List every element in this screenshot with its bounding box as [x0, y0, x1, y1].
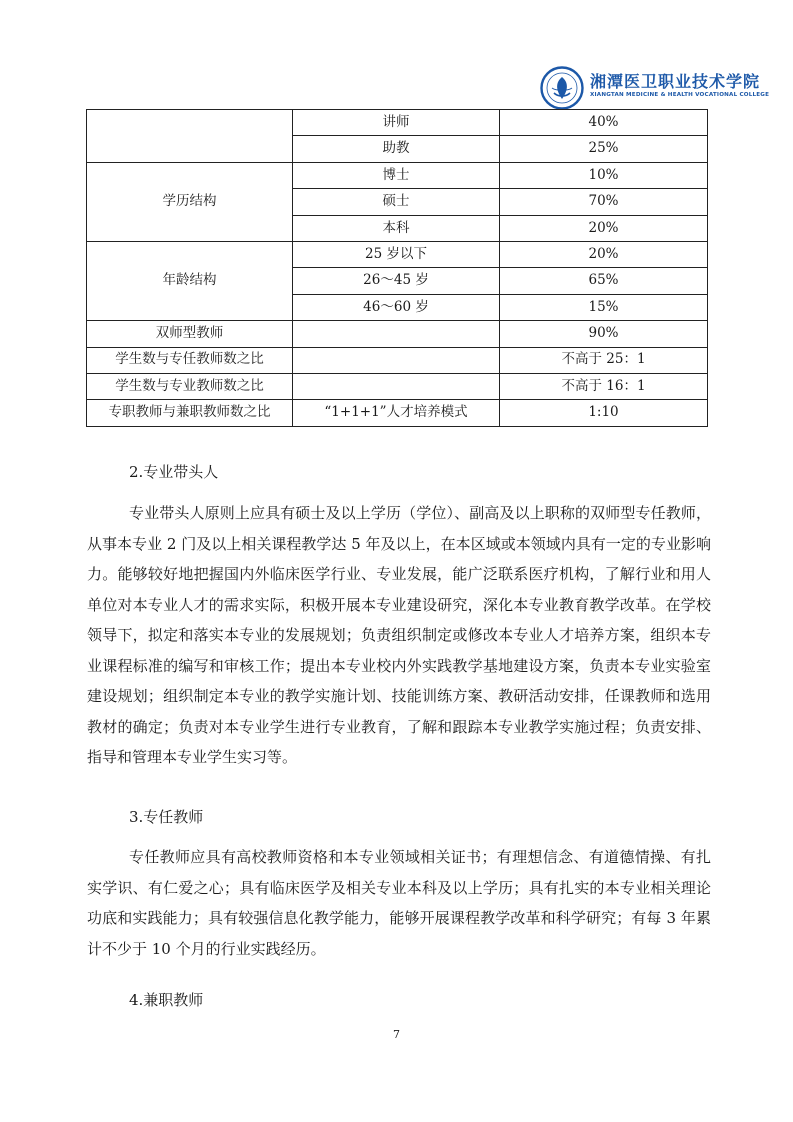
table-cell-item: 讲师	[293, 110, 500, 136]
paragraph-fulltime: 专任教师应具有高校教师资格和本专业领域相关证书；有理想信念、有道德情操、有扎实学识、有仁爱之心；具有临床医学及相关专业本科及以上学历；具有扎实的本专业相关理论功底和实践能力；具有较强信息化教学能力，能够开展课程教学改革和科学研究；有每 3 年累计不少于 10 个月的行业实践经历。	[87, 848, 711, 958]
table-cell-category: 学历结构	[87, 162, 293, 241]
table-cell-item	[293, 321, 500, 347]
table-cell-item	[293, 373, 500, 399]
section-title-fulltime: 3.专任教师	[129, 808, 204, 826]
table-cell-item: “1+1+1”人才培养模式	[293, 400, 500, 426]
table-cell-item: 助教	[293, 136, 500, 162]
table-cell-category: 双师型教师	[87, 321, 293, 347]
table-cell-value: 65%	[500, 268, 708, 294]
table-cell-category	[87, 110, 293, 163]
table-cell-value: 25%	[500, 136, 708, 162]
table-cell-value: 40%	[500, 110, 708, 136]
section-title-parttime: 4.兼职教师	[129, 991, 204, 1009]
table-row	[87, 347, 708, 373]
table-cell-value: 20%	[500, 215, 708, 241]
table-row	[87, 110, 708, 136]
table-cell-category: 年龄结构	[87, 241, 293, 320]
table-cell-value: 15%	[500, 294, 708, 320]
table-cell-value: 70%	[500, 189, 708, 215]
paragraph-leader: 专业带头人原则上应具有硕士及以上学历（学位）、副高及以上职称的双师型专任教师，从事本专业 2 门及以上相关课程教学达 5 年及以上，在本区域或本领域内具有一定的专业影响力。能够较好地把握国内外临床医学行业、专业发展，能广泛联系医疗机构，了解行业和用人单位对本专业人才的需求实际，积极开展本专业建设研究，深化本专业教育教学改革。在学校领导下，拟定和落实本专业的发展规划；负责组织制定或修改本专业人才培养方案，组织本专业课程标准的编写和审核工作；提出本专业校内外实践教学基地建设方案，负责本专业实验室建设规划；组织制定本专业的教学实施计划、技能训练方案、教研活动安排，任课教师和选用教材的确定；负责对本专业学生进行专业教育，了解和跟踪本专业教学实施过程；负责安排、指导和管理本专业学生实习等。	[87, 504, 711, 766]
table-cell-item: 46～60 岁	[293, 294, 500, 320]
table-cell-value: 90%	[500, 321, 708, 347]
table-cell-value: 不高于 16：1	[500, 373, 708, 399]
school-name-english: XIANGTAN MEDICINE & HEALTH VOCATIONAL COLLEGE	[590, 92, 770, 98]
table-row	[87, 162, 708, 188]
table-cell-item: 26～45 岁	[293, 268, 500, 294]
school-name: 湘潭医卫职业技术学院	[590, 72, 761, 91]
page-number: 7	[393, 1028, 400, 1041]
school-emblem-icon	[540, 66, 584, 110]
table-cell-item: 博士	[293, 162, 500, 188]
table-cell-value: 不高于 25：1	[500, 347, 708, 373]
faculty-structure-table	[86, 109, 708, 427]
table-row	[87, 373, 708, 399]
table-cell-category: 学生数与专任教师数之比	[87, 347, 293, 373]
school-logo	[540, 66, 770, 114]
table-row	[87, 400, 708, 426]
table-row	[87, 241, 708, 267]
table-cell-item: 本科	[293, 215, 500, 241]
section-title-leader: 2.专业带头人	[129, 463, 219, 481]
table-cell-category: 专职教师与兼职教师数之比	[87, 400, 293, 426]
table-cell-category: 学生数与专业教师数之比	[87, 373, 293, 399]
table-row	[87, 321, 708, 347]
table-cell-value: 1:10	[500, 400, 708, 426]
table-cell-item: 硕士	[293, 189, 500, 215]
table-cell-value: 10%	[500, 162, 708, 188]
table-cell-item	[293, 347, 500, 373]
table-cell-item: 25 岁以下	[293, 241, 500, 267]
table-cell-value: 20%	[500, 241, 708, 267]
